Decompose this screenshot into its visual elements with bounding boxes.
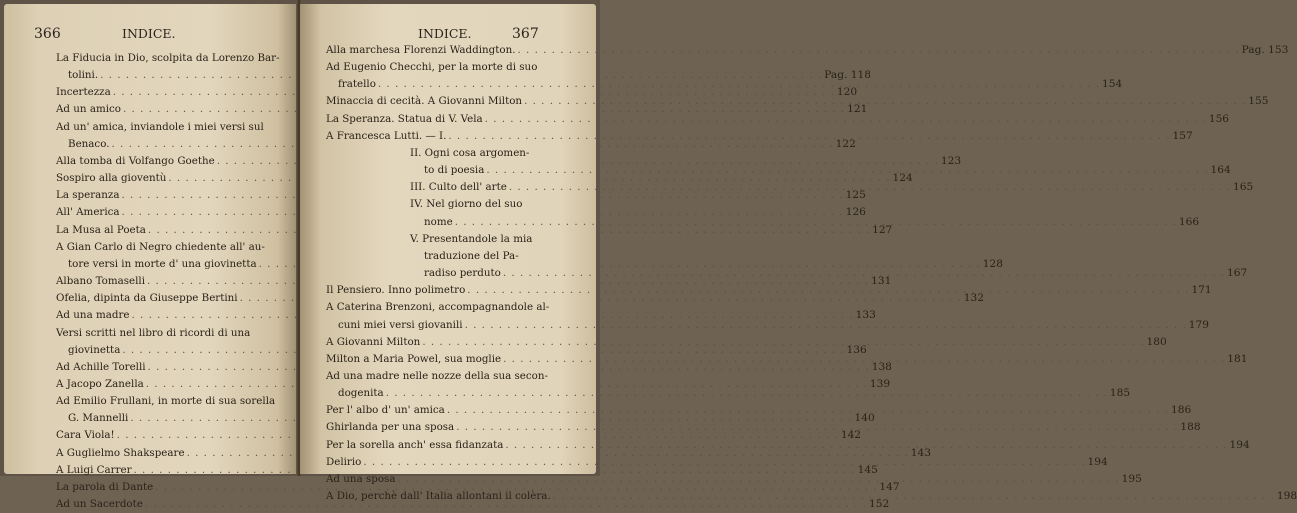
entry-title: Milton a Maria Powel, sua moglie (326, 352, 502, 365)
index-entry (326, 111, 1230, 128)
entry-title-line: A Caterina Brenzoni, accompagnandole al- (326, 301, 550, 314)
entry-page-number: 164 (1210, 164, 1231, 177)
leader-dots (386, 385, 1108, 402)
entry-title: Minaccia di cecità. A Giovanni Milton (326, 95, 523, 108)
entry-row (56, 376, 891, 393)
entry-title: Delirio (326, 455, 362, 468)
entry-page-number: 181 (1227, 352, 1248, 365)
entry-page-number: 157 (1172, 129, 1193, 142)
entry-title: Cara Viola! (56, 429, 115, 442)
entry-title: A Dio, perchè dall' Italia allontani il colèra. (326, 490, 551, 503)
index-entry (326, 42, 1289, 59)
entry-page-number: 128 (982, 257, 1003, 270)
right-page-header: INDICE. (418, 26, 472, 41)
entry-page-number: 145 (857, 463, 878, 476)
entry-title-line: II. Ogni cosa argomen- (410, 146, 530, 159)
entry-page-number: 194 (1229, 438, 1250, 451)
entry-page-number: 125 (845, 189, 866, 202)
entry-page-number: 180 (1146, 335, 1167, 348)
entry-page-number: 167 (1227, 267, 1248, 280)
entry-page-number: 185 (1109, 387, 1131, 400)
entry-page-number: 186 (1170, 404, 1192, 417)
entry-page-number: 198 (1276, 490, 1297, 503)
entry-page-number: 171 (1191, 284, 1212, 297)
leader-dots (509, 179, 1231, 196)
entry-title: Alla tomba di Volfango Goethe (56, 154, 215, 167)
entry-title: Ofelia, dipinta da Giuseppe Bertini (56, 292, 238, 305)
entry-title-line: Ad un' amica, inviandole i miei versi sul (56, 120, 264, 133)
entry-title-line: La Fiducia in Dio, scolpita da Lorenzo Bar- (56, 52, 280, 64)
entry-title: fratello (338, 78, 376, 91)
entry-title: La parola di Dante (56, 480, 154, 493)
entry-row (56, 256, 1003, 273)
leader-dots (465, 317, 1187, 334)
index-entry (56, 153, 962, 170)
entry-title: La Speranza. Statua di V. Vela (326, 112, 483, 125)
entry-page-number: 143 (910, 446, 931, 459)
entry-title: Per la sorella anch' essa fidanzata (326, 438, 504, 451)
entry-title: Ad una sposa (326, 472, 396, 485)
entry-title: A Francesca Lutti. — I. (326, 129, 447, 142)
entry-page-number: 156 (1208, 112, 1230, 125)
entry-title: Ghirlanda per una sposa (326, 421, 455, 434)
right-page-number: 367 (512, 26, 539, 42)
entry-row (326, 111, 1230, 128)
leader-dots (448, 128, 1170, 145)
entry-title: Ad Achille Torelli (56, 360, 146, 373)
leader-dots (467, 282, 1189, 299)
entry-page-number: 126 (845, 206, 866, 219)
entry-page-number: 122 (835, 137, 856, 150)
entry-page-number: 155 (1248, 95, 1269, 108)
left-page-number: 366 (34, 26, 61, 42)
entry-page-number: 147 (879, 480, 900, 493)
entry-title: A Guglielmo Shakspeare (56, 446, 185, 459)
entry-page-number: 152 (869, 498, 890, 511)
index-entry (56, 376, 891, 393)
entry-title: to di poesia (424, 164, 485, 177)
entry-title: III. Culto dell' arte (410, 181, 507, 194)
entry-title: Ad un Sacerdote (56, 498, 143, 511)
entry-page-number: 136 (846, 343, 867, 356)
leader-dots (447, 402, 1169, 419)
entry-title: tolini. (68, 69, 99, 82)
leader-dots (553, 488, 1275, 505)
entry-row (326, 385, 1131, 402)
entry-title: nome (424, 215, 453, 228)
leader-dots (486, 162, 1208, 179)
entry-page-number: Pag. 153 (1241, 44, 1289, 56)
entry-title: cuni miei versi giovanili (338, 318, 463, 331)
entry-title: All' America (56, 206, 120, 219)
entry-title: A Jacopo Zanella (56, 377, 144, 390)
entry-row (326, 42, 1289, 59)
entry-page-number: 179 (1188, 318, 1209, 331)
entry-title: Incertezza (56, 86, 111, 99)
entry-title: Il Pensiero. Inno polimetro (326, 284, 466, 297)
entry-page-number: 121 (847, 103, 868, 116)
entry-title: Albano Tomaselli (56, 275, 145, 288)
leader-dots (455, 214, 1177, 231)
entry-title: A Giovanni Milton (326, 335, 421, 348)
entry-row (56, 153, 962, 170)
entry-page-number: 154 (1102, 78, 1123, 91)
entry-page-number: 166 (1178, 215, 1200, 228)
entry-page-number: 123 (940, 154, 962, 167)
entry-title-line: IV. Nel giorno del suo (410, 198, 523, 211)
entry-title-line: Ad una madre nelle nozze della sua secon- (326, 369, 548, 382)
entry-title: Per l' albo d' un' amica (326, 404, 445, 417)
entry-title: Ad un amico (56, 103, 121, 116)
index-entry (56, 479, 900, 496)
entry-page-number: 195 (1121, 472, 1142, 485)
leader-dots (456, 419, 1178, 436)
entry-page-number: 165 (1233, 181, 1254, 194)
entry-title: giovinetta (68, 343, 121, 356)
entry-page-number: Pag. 118 (824, 69, 871, 82)
leader-dots (505, 437, 1227, 454)
entry-page-number: 139 (869, 377, 891, 390)
leader-dots (524, 93, 1246, 110)
left-page-header: INDICE. (122, 26, 176, 41)
entry-title-line: Ad Emilio Frullani, in morte di sua sorella (56, 395, 276, 408)
entry-title: Benaco. (68, 137, 110, 150)
entry-page-number: 131 (871, 275, 892, 288)
leader-dots (503, 351, 1225, 368)
entry-page-number: 194 (1087, 455, 1108, 468)
entry-row (56, 479, 900, 496)
entry-title: A Luigi Carrer (56, 463, 132, 476)
entry-page-number: 142 (840, 429, 862, 442)
entry-page-number: 188 (1180, 421, 1201, 434)
entry-title: La speranza (56, 189, 120, 202)
leader-dots (503, 265, 1225, 282)
entry-title: Ad una madre (56, 309, 130, 322)
entry-page-number: 132 (963, 292, 984, 305)
entry-title: G. Mannelli (68, 412, 129, 425)
entry-title: tore versi in morte d' una giovinetta (68, 257, 257, 270)
entry-title-line: V. Presentandole la mia (410, 232, 533, 245)
entry-title: dogenita (338, 387, 384, 400)
leader-dots (518, 42, 1240, 59)
entry-title-line: Versi scritti nel libro di ricordi di una (56, 326, 251, 339)
entry-page-number: 124 (892, 172, 913, 185)
entry-title-line: Ad Eugenio Checchi, per la morte di suo (326, 61, 538, 74)
leader-dots (485, 111, 1207, 128)
leader-dots (378, 76, 1100, 93)
entry-title: Alla marchesa Florenzi Waddington. (326, 44, 516, 56)
entry-page-number: 140 (854, 412, 875, 425)
entry-title: radiso perduto (424, 267, 501, 280)
entry-title: Sospiro alla gioventù (56, 172, 167, 185)
entry-title: La Musa al Poeta (56, 223, 146, 236)
leader-dots (363, 454, 1085, 471)
entry-title-line: traduzione del Pa- (424, 249, 519, 262)
leader-dots (397, 471, 1119, 488)
entry-page-number: 133 (855, 309, 876, 322)
leader-dots (422, 334, 1144, 351)
entry-page-number: 127 (872, 223, 893, 236)
entry-page-number: 120 (836, 86, 858, 99)
entry-title-line: A Gian Carlo di Negro chiedente all' au- (56, 240, 265, 253)
entry-row (326, 317, 1209, 334)
entry-page-number: 138 (871, 360, 892, 373)
